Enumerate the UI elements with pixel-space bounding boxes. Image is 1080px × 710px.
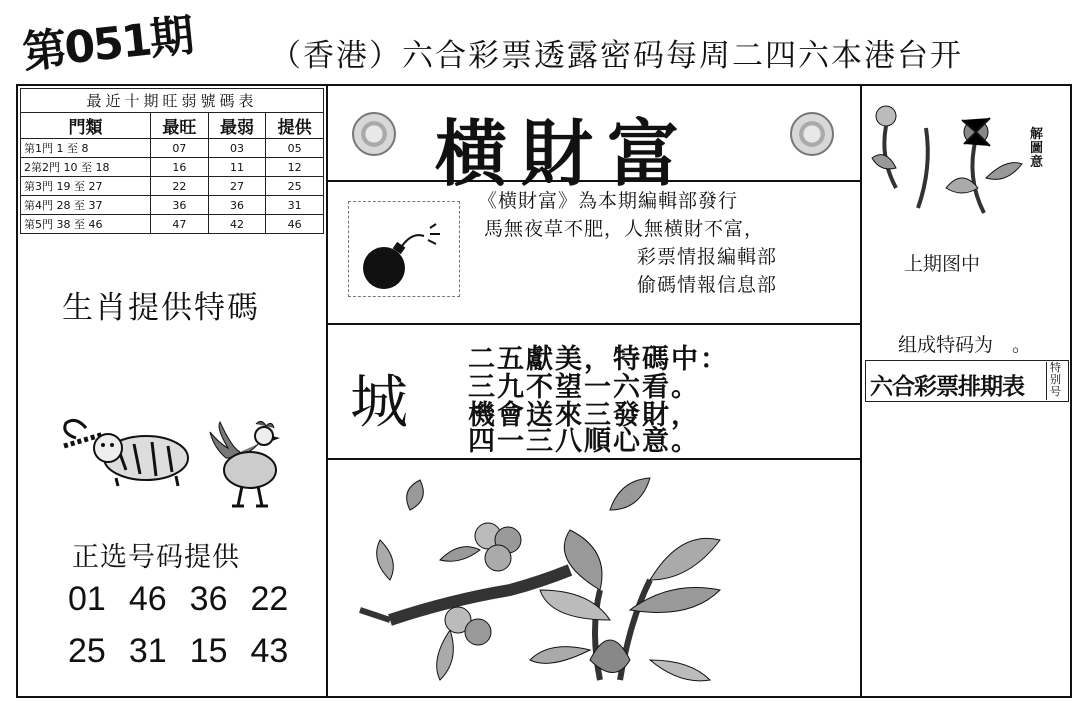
hot-cell: 16	[151, 158, 209, 177]
brand-title: 横財富	[435, 111, 694, 196]
zodiac-title: 生肖提供特碼	[62, 290, 260, 326]
column-header: 最弱	[208, 113, 266, 139]
hot-cell: 47	[151, 215, 209, 234]
intro-line: 偷碼情報信息部	[637, 274, 778, 296]
previous-issue-text: 上期图中	[904, 253, 981, 275]
riddle-label: 解圖意	[1030, 127, 1044, 170]
poem-line: 三九不望一六看。	[468, 372, 700, 403]
group-cell: 第3門 19 至 27	[21, 177, 151, 196]
intro-line: 馬無夜草不肥，人無横財不富，	[484, 218, 765, 240]
coin-icon	[790, 112, 834, 156]
table-row	[21, 177, 324, 196]
offer-cell: 12	[266, 158, 324, 177]
intro-line: 彩票情报編輯部	[637, 246, 778, 268]
column-header: 提供	[266, 113, 324, 139]
selection-title: 正选号码提供	[72, 542, 240, 573]
table-row	[21, 158, 324, 177]
number-row	[68, 632, 288, 671]
group-cell: 第1門 1 至 8	[21, 139, 151, 158]
hot-cell: 36	[151, 196, 209, 215]
offer-cell: 05	[266, 139, 324, 158]
poem-key-character: 城	[350, 368, 409, 436]
column-header: 門類	[21, 113, 151, 139]
group-cell: 第5門 38 至 46	[21, 215, 151, 234]
group-cell: 第4門 28 至 37	[21, 196, 151, 215]
offer-cell: 31	[266, 196, 324, 215]
number: 01	[68, 580, 106, 618]
number: 15	[189, 632, 228, 670]
issue-number: 第051期	[20, 10, 195, 79]
table-row	[21, 196, 324, 215]
table-caption: 最近十期旺弱號碼表	[21, 89, 324, 113]
headline: （香港）六合彩票透露密码每周二四六本港台开	[270, 38, 963, 74]
cold-cell: 27	[208, 177, 266, 196]
number: 36	[189, 580, 228, 618]
number: 46	[128, 580, 167, 618]
hot-cold-table	[20, 88, 324, 234]
column-header: 最旺	[151, 113, 209, 139]
intro-line: 《横財富》為本期編輯部發行	[478, 190, 739, 212]
poem-line: 機會送來三發財，	[468, 400, 700, 431]
coin-icon	[352, 112, 396, 156]
offer-cell: 46	[266, 215, 324, 234]
rooster-icon	[206, 418, 296, 513]
number: 43	[250, 632, 289, 670]
number: 22	[250, 580, 289, 618]
lottery-schedule-title: 六合彩票排期表	[870, 374, 1024, 400]
hot-cell: 07	[151, 139, 209, 158]
table-row	[21, 215, 324, 234]
offer-cell: 25	[266, 177, 324, 196]
table-row	[21, 139, 324, 158]
compose-text: 组成特码为 。	[898, 334, 1032, 356]
number: 25	[68, 632, 106, 670]
group-cell: 2第2門 10 至 18	[21, 158, 151, 177]
cold-cell: 36	[208, 196, 266, 215]
cold-cell: 03	[208, 139, 266, 158]
flower-riddle-icon	[866, 98, 1026, 218]
number: 31	[128, 632, 167, 670]
number-row	[68, 580, 288, 619]
special-number-label: 特别号	[1046, 362, 1064, 400]
poem-line: 四一三八順心意。	[468, 426, 700, 457]
poem-line: 二五獻美，特碼中：	[468, 344, 729, 375]
cold-cell: 42	[208, 215, 266, 234]
plant-illustration-icon	[350, 470, 760, 690]
cold-cell: 11	[208, 158, 266, 177]
bomb-icon	[360, 218, 450, 292]
tiger-icon	[56, 408, 206, 488]
hot-cell: 22	[151, 177, 209, 196]
